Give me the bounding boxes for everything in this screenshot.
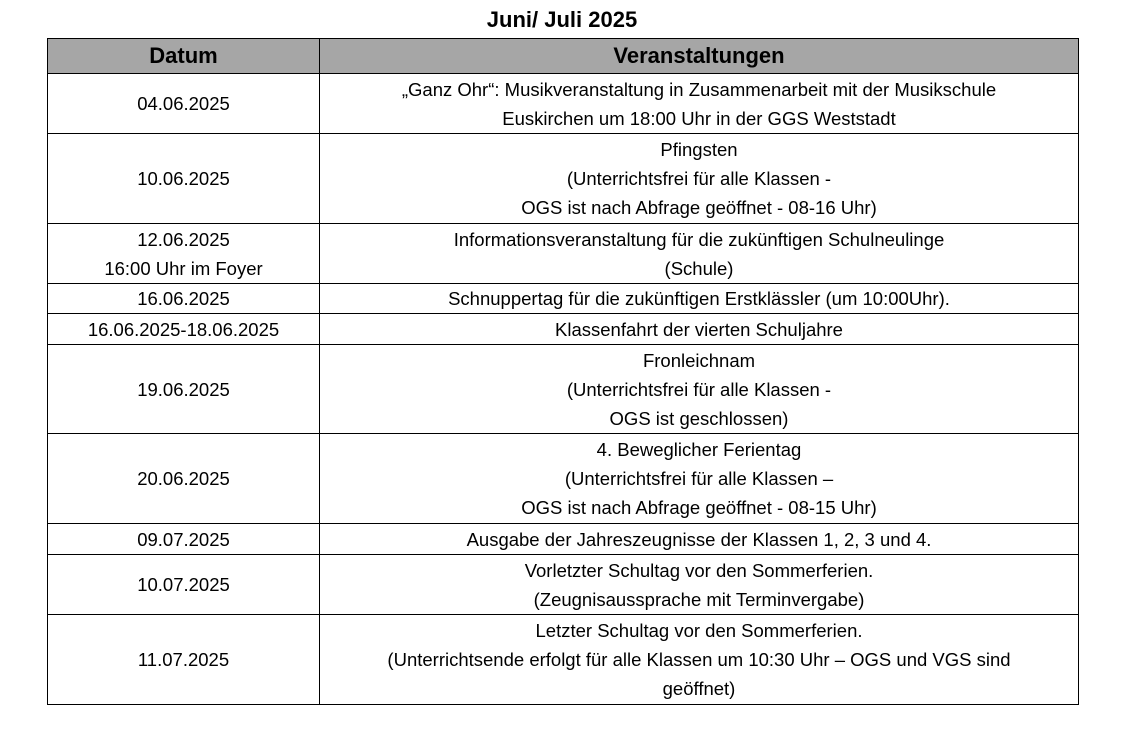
date-text: 16.06.2025: [137, 288, 230, 309]
event-text: Klassenfahrt der vierten Schuljahre: [555, 318, 843, 340]
event-cell: [320, 345, 1079, 434]
date-cell: [48, 134, 320, 224]
date-cell: [48, 345, 320, 434]
date-text: 09.07.2025: [137, 528, 230, 550]
event-text: Vorletzter Schultag vor den Sommerferien.: [524, 559, 874, 581]
date-text: 10.07.2025: [137, 574, 230, 595]
event-text: „Ganz Ohr“: Musikveranstaltung in Zusammenarbeit mit der Musikschule: [401, 78, 997, 100]
event-cell: [320, 74, 1079, 134]
date-cell: [48, 74, 320, 134]
date-cell: [48, 555, 320, 615]
table-row: [48, 284, 1079, 314]
table-row: [48, 314, 1079, 345]
table-row: [48, 524, 1079, 555]
date-text: 11.07.2025: [137, 649, 230, 670]
date-text: 04.06.2025: [137, 93, 230, 114]
date-text: 20.06.2025: [137, 468, 230, 489]
date-cell: [48, 524, 320, 555]
event-cell: [320, 434, 1079, 524]
event-text: (Unterrichtsende erfolgt für alle Klassen um 10:30 Uhr – OGS und VGS sind: [387, 649, 1011, 670]
table-header-row: [48, 39, 1079, 74]
table-row: [48, 434, 1079, 524]
event-text: (Unterrichtsfrei für alle Klassen -: [566, 168, 832, 189]
event-cell: [320, 134, 1079, 224]
table-row: [48, 555, 1079, 615]
event-text: OGS ist geschlossen): [609, 407, 789, 429]
date-text: 16:00 Uhr im Foyer: [104, 257, 263, 279]
date-text: 10.06.2025: [137, 168, 230, 189]
table-row: [48, 134, 1079, 224]
event-text: Fronleichnam: [642, 349, 756, 371]
date-text: 16.06.2025-18.06.2025: [87, 318, 280, 340]
event-text: geöffnet): [662, 678, 736, 699]
date-cell: [48, 284, 320, 314]
event-text: Ausgabe der Jahreszeugnisse der Klassen 1, 2, 3 und 4.: [466, 528, 932, 550]
date-text: 19.06.2025: [137, 378, 230, 400]
event-text: OGS ist nach Abfrage geöffnet - 08-16 Uhr): [521, 197, 877, 218]
event-cell: [320, 524, 1079, 555]
schedule-table: [47, 38, 1079, 705]
event-text: (Unterrichtsfrei für alle Klassen -: [566, 378, 832, 400]
page-title: Juni/ Juli 2025: [486, 7, 638, 32]
event-text: Pfingsten: [660, 139, 738, 160]
column-header-date: Datum: [48, 39, 320, 74]
event-text: 4. Beweglicher Ferientag: [596, 439, 802, 460]
event-text: (Unterrichtsfrei für alle Klassen –: [564, 468, 834, 489]
date-cell: [48, 434, 320, 524]
event-cell: [320, 555, 1079, 615]
event-cell: [320, 224, 1079, 284]
event-cell: [320, 284, 1079, 314]
date-cell: [48, 224, 320, 284]
event-text: Letzter Schultag vor den Sommerferien.: [535, 620, 863, 641]
date-text: 12.06.2025: [137, 228, 230, 250]
event-cell: [320, 615, 1079, 705]
table-row: [48, 615, 1079, 705]
event-text: OGS ist nach Abfrage geöffnet - 08-15 Uhr): [521, 497, 877, 518]
event-text: (Schule): [664, 257, 734, 279]
event-text: (Zeugnisaussprache mit Terminvergabe): [533, 588, 865, 610]
column-header-event: Veranstaltungen: [320, 39, 1079, 74]
schedule-body: [48, 74, 1079, 705]
table-row: [48, 74, 1079, 134]
event-text: Informationsveranstaltung für die zukünftigen Schulneulinge: [453, 228, 945, 250]
event-text: Schnuppertag für die zukünftigen Erstklässler (um 10:00Uhr).: [448, 288, 950, 309]
table-row: [48, 224, 1079, 284]
table-row: [48, 345, 1079, 434]
date-cell: [48, 314, 320, 345]
event-cell: [320, 314, 1079, 345]
event-text: Euskirchen um 18:00 Uhr in der GGS Weststadt: [502, 107, 896, 129]
date-cell: [48, 615, 320, 705]
